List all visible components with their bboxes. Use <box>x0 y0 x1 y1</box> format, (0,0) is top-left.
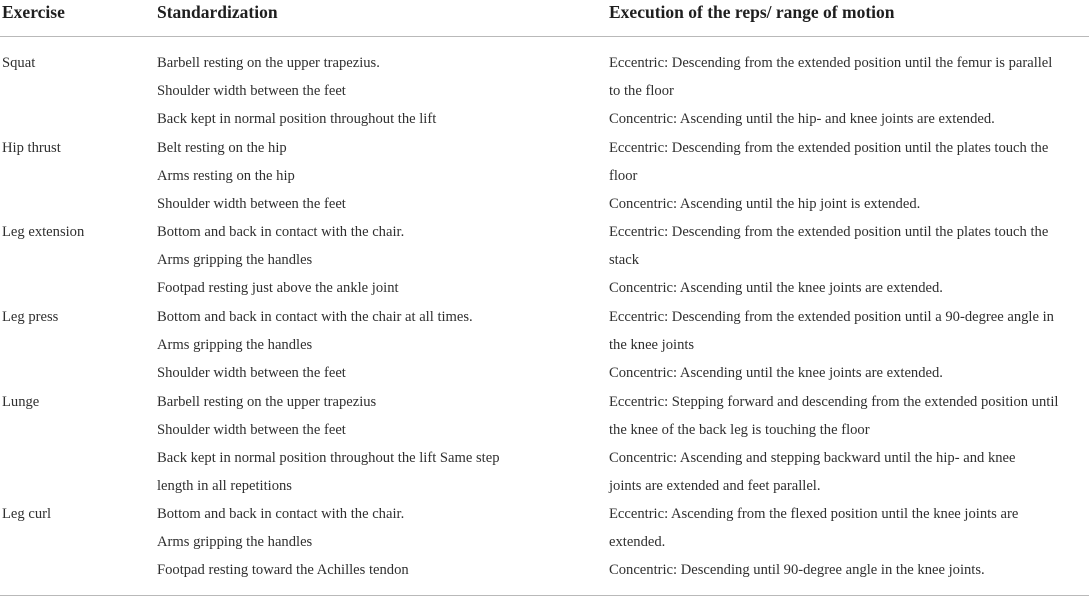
execution-line: Concentric: Ascending until the knee joints are extended. <box>609 280 943 296</box>
standardization-line: Back kept in normal position throughout the lift <box>157 111 437 127</box>
header-execution: Execution of the reps/ range of motion <box>609 2 895 22</box>
execution-line: Eccentric: Descending from the extended position until the femur is parallel <box>609 55 1053 71</box>
standardization-line: Bottom and back in contact with the chair. <box>157 506 405 522</box>
row-exercise-label: Squat <box>2 55 36 71</box>
execution-line: floor <box>609 168 638 184</box>
execution-line: to the floor <box>609 83 674 99</box>
execution-line: Concentric: Ascending and stepping backward until the hip- and knee <box>609 450 1016 466</box>
standardization-line: Arms gripping the handles <box>157 534 313 550</box>
standardization-line: Back kept in normal position throughout the lift Same step <box>157 450 500 466</box>
standardization-line: Barbell resting on the upper trapezius <box>157 394 377 410</box>
standardization-line: Shoulder width between the feet <box>157 83 346 99</box>
standardization-line: Footpad resting just above the ankle joint <box>157 280 399 296</box>
execution-line: Concentric: Ascending until the hip- and knee joints are extended. <box>609 111 995 127</box>
standardization-line: Shoulder width between the feet <box>157 422 346 438</box>
header-standardization: Standardization <box>157 2 278 22</box>
execution-line: the knee joints <box>609 337 695 353</box>
standardization-line: Arms resting on the hip <box>157 168 295 184</box>
row-exercise-label: Lunge <box>2 394 40 410</box>
row-exercise-label: Leg curl <box>2 506 52 522</box>
standardization-line: Barbell resting on the upper trapezius. <box>157 55 380 71</box>
header-exercise: Exercise <box>2 2 65 22</box>
row-exercise-label: Leg press <box>2 309 59 325</box>
execution-line: the knee of the back leg is touching the floor <box>609 422 870 438</box>
standardization-line: length in all repetitions <box>157 478 292 494</box>
execution-line: Eccentric: Ascending from the flexed position until the knee joints are <box>609 506 1019 522</box>
standardization-line: Bottom and back in contact with the chair at all times. <box>157 309 473 325</box>
table-bottom-rule <box>0 595 1089 596</box>
execution-line: joints are extended and feet parallel. <box>609 478 821 494</box>
standardization-line: Bottom and back in contact with the chair. <box>157 224 405 240</box>
table-header <box>0 0 1089 37</box>
standardization-line: Arms gripping the handles <box>157 252 313 268</box>
execution-line: Eccentric: Descending from the extended position until the plates touch the <box>609 224 1049 240</box>
standardization-line: Arms gripping the handles <box>157 337 313 353</box>
standardization-line: Belt resting on the hip <box>157 140 287 156</box>
exercise-table <box>0 0 1089 37</box>
execution-line: Eccentric: Descending from the extended position until the plates touch the <box>609 140 1049 156</box>
execution-line: stack <box>609 252 639 268</box>
execution-line: Eccentric: Stepping forward and descending from the extended position until <box>609 394 1059 410</box>
standardization-line: Shoulder width between the feet <box>157 365 346 381</box>
execution-line: Concentric: Descending until 90-degree angle in the knee joints. <box>609 562 985 578</box>
standardization-line: Footpad resting toward the Achilles tendon <box>157 562 409 578</box>
execution-line: extended. <box>609 534 666 550</box>
execution-line: Concentric: Ascending until the knee joints are extended. <box>609 365 943 381</box>
standardization-line: Shoulder width between the feet <box>157 196 346 212</box>
execution-line: Concentric: Ascending until the hip joint is extended. <box>609 196 921 212</box>
row-exercise-label: Hip thrust <box>2 140 61 156</box>
execution-line: Eccentric: Descending from the extended position until a 90-degree angle in <box>609 309 1054 325</box>
row-exercise-label: Leg extension <box>2 224 85 240</box>
